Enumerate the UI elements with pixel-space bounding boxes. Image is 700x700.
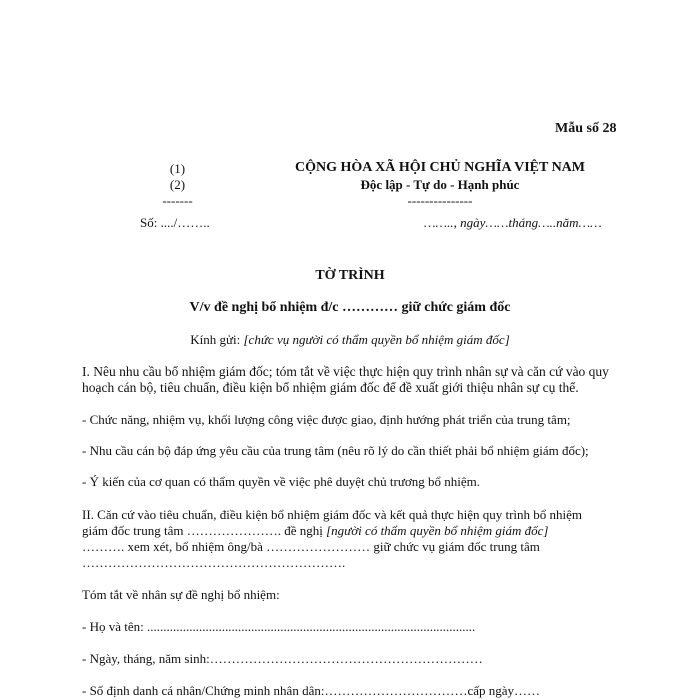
summary-field-birthdate: - Ngày, tháng, năm sinh:……………………………………………………… bbox=[82, 651, 483, 666]
form-number: Mẫu số 28 bbox=[555, 121, 617, 136]
recipient-value: [chức vụ người có thẩm quyền bổ nhiệm giám đốc] bbox=[243, 332, 510, 347]
recipient-line bbox=[0, 332, 700, 348]
summary-field-id: - Số định danh cá nhân/Chứng minh nhân dân:……………………………cấp ngày…… bbox=[82, 683, 541, 698]
section2-line4: ……………………………………………………. bbox=[82, 555, 346, 570]
left-header-line1: (1) bbox=[169, 161, 186, 176]
document-title: TỜ TRÌNH bbox=[315, 268, 385, 283]
section1-item1: - Chức năng, nhiệm vụ, khối lượng công việc được giao, định hướng phát triển của trung tâm; bbox=[82, 412, 571, 427]
recipient-label: Kính gửi: bbox=[190, 332, 241, 347]
national-title: CỘNG HÒA XÃ HỘI CHỦ NGHĨA VIỆT NAM bbox=[294, 160, 585, 175]
section1-item2: - Nhu cầu cán bộ đáp ứng yêu cầu của trung tâm (nêu rõ lý do cần thiết phải bổ nhiệm giám đốc); bbox=[82, 443, 589, 458]
section2-line1: II. Căn cứ vào tiêu chuẩn, điều kiện bổ nhiệm giám đốc và kết quả thực hiện quy trình bổ nhiệm bbox=[82, 507, 583, 522]
summary-field-name: - Họ và tên: ..................................................................................................... bbox=[82, 619, 476, 634]
summary-heading: Tóm tắt về nhân sự đề nghị bổ nhiệm: bbox=[82, 587, 280, 602]
section1-intro: I. Nêu nhu cầu bổ nhiệm giám đốc; tóm tắt về việc thực hiện quy trình nhân sự và căn cứ vào quy hoạch cán bộ, tiêu chuẩn, điều kiện bổ nhiệm giám đốc để đề xuất giới thiệu nhân sự cụ thể. bbox=[82, 364, 609, 395]
section2-line2-prefix: giám đốc trung tâm …………………. đề nghị bbox=[82, 523, 327, 538]
left-header-line2: (2) bbox=[169, 177, 186, 192]
section2-line3: ………. xem xét, bổ nhiệm ông/bà …………………… giữ chức vụ giám đốc trung tâm bbox=[82, 539, 540, 554]
section2-line2-italic: [người có thẩm quyền bổ nhiệm giám đốc] bbox=[326, 523, 549, 538]
place-date: …….., ngày……tháng…..năm…… bbox=[424, 215, 602, 230]
section1-item3: - Ý kiến của cơ quan có thẩm quyền về việc phê duyệt chủ trương bổ nhiệm. bbox=[82, 474, 481, 489]
right-header-dashes: --------------- bbox=[407, 193, 473, 208]
document-subject: V/v đề nghị bổ nhiệm đ/c ………… giữ chức giám đốc bbox=[189, 300, 511, 315]
national-motto: Độc lập - Tự do - Hạnh phúc bbox=[360, 177, 520, 192]
document-number: Số: ..../…….. bbox=[140, 215, 210, 230]
left-header-dashes: ------- bbox=[162, 193, 193, 208]
section2-line2 bbox=[82, 523, 548, 539]
